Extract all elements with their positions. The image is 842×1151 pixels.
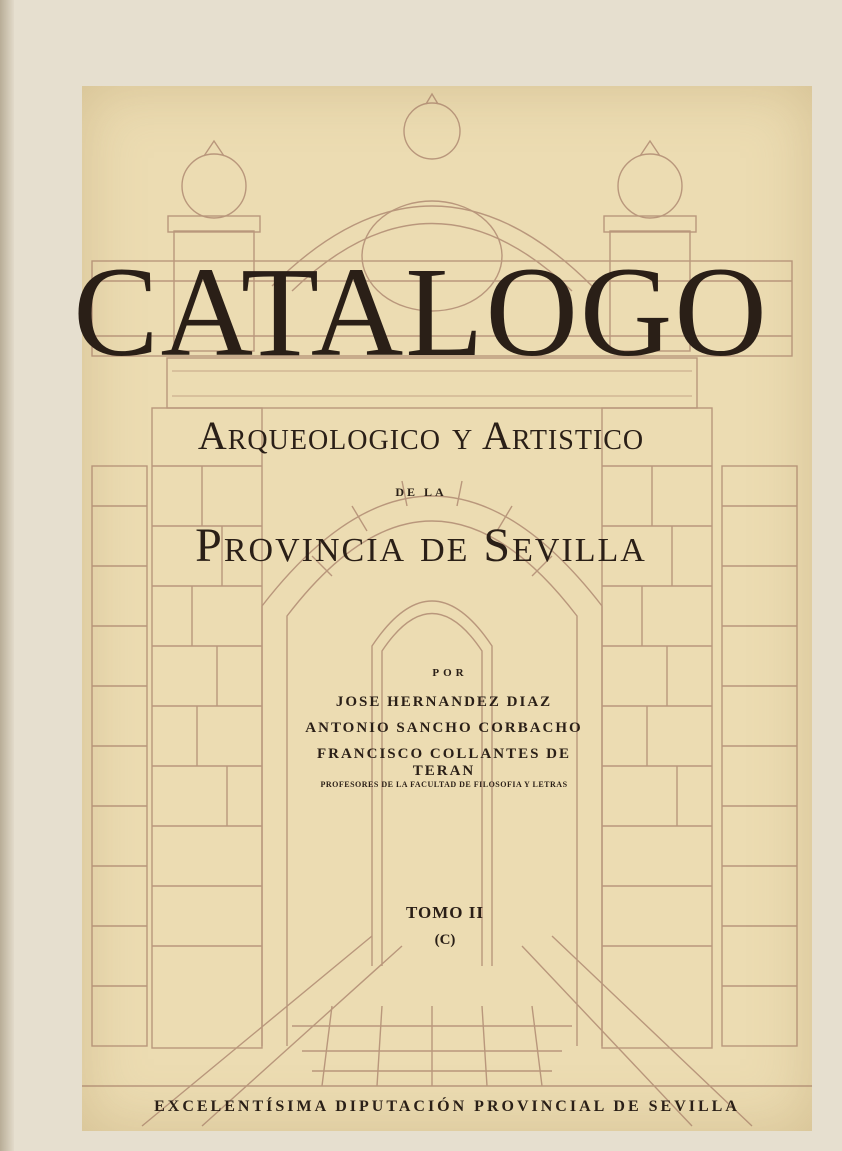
publisher: EXCELENTÍSIMA DIPUTACIÓN PROVINCIAL DE SEVILLA bbox=[154, 1098, 740, 1115]
volume-label: TOMO II bbox=[405, 903, 484, 922]
cover-region: Provincia de Sevilla bbox=[195, 519, 647, 572]
by-label: POR bbox=[432, 667, 468, 679]
cover-title: CATALOGO bbox=[73, 241, 769, 383]
spine-edge bbox=[0, 0, 14, 1151]
author-affiliation: PROFESORES DE LA FACULTAD DE FILOSOFIA Y LETRAS bbox=[320, 780, 568, 789]
author-1: JOSE HERNANDEZ DIAZ bbox=[335, 694, 553, 710]
author-3: FRANCISCO COLLANTES DE TERAN bbox=[316, 746, 572, 779]
cover-connector: DE LA bbox=[395, 485, 447, 499]
author-2: ANTONIO SANCHO CORBACHO bbox=[305, 720, 583, 736]
cover-subtitle: Arqueologico y Artistico bbox=[197, 413, 645, 458]
volume-part: (C) bbox=[434, 932, 456, 948]
